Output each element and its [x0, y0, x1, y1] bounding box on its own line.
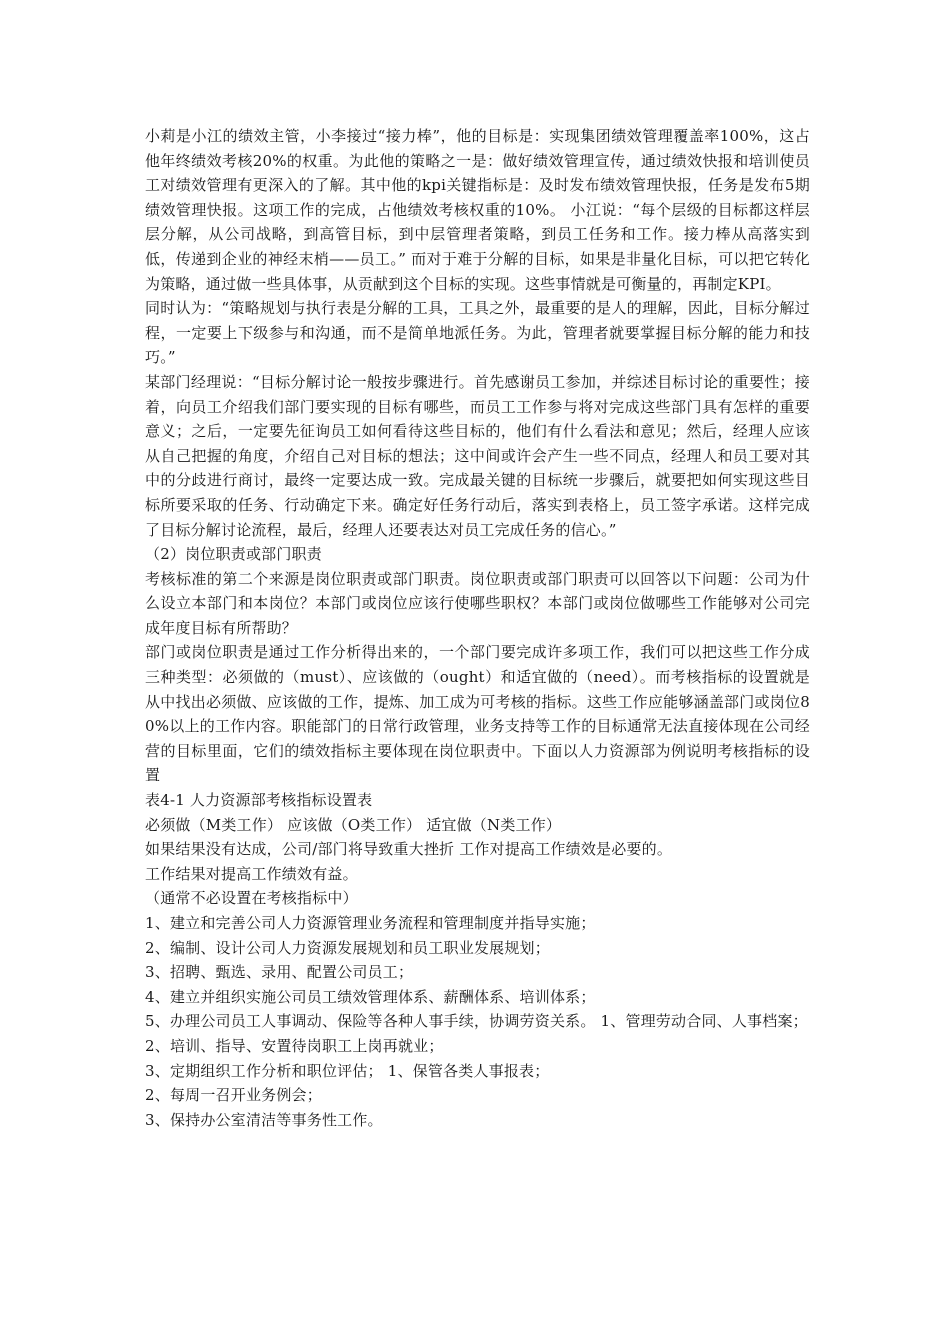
list-item: 2、编制、设计公司人力资源发展规划和员工职业发展规划；: [145, 938, 550, 957]
paragraph-strategy-planning: 同时认为：“策略规划与执行表是分解的工具，工具之外，最重要的是人的理解，因此，目标分解过程，一定要上下级参与和沟通，而不是简单地派任务。为此，管理者就要掌握目标分解的能力和技巧。”: [145, 299, 810, 367]
table-column-headers: 必须做（M类工作） 应该做（O类工作） 适宜做（N类工作）: [145, 815, 562, 834]
paragraph-second-source: 考核标准的第二个来源是岗位职责或部门职责。岗位职责或部门职责可以回答以下问题：公司为什么设立本部门和本岗位？本部门或岗位应该行使哪些职权？本部门或岗位做哪些工作能够对公司完成年度目标有所帮助？: [145, 569, 810, 637]
table-caption: 表4-1 人力资源部考核指标设置表: [145, 791, 373, 810]
table-row-benefit: 工作结果对提高工作绩效有益。: [145, 864, 358, 883]
list-item: 2、每周一召开业务例会；: [145, 1086, 322, 1105]
list-item: 1、建立和完善公司人力资源管理业务流程和管理制度并指导实施；: [145, 914, 596, 932]
list-item: 5、办理公司员工人事调动、保险等各种人事手续，协调劳资关系。 1、管理劳动合同、人事档案；: [145, 1012, 808, 1031]
list-item: 3、保持办公室清洁等事务性工作。: [145, 1110, 383, 1129]
table-row-note: （通常不必设置在考核指标中）: [145, 889, 358, 908]
table-row-definition: 如果结果没有达成，公司/部门将导致重大挫折 工作对提高工作绩效是必要的。: [145, 840, 673, 859]
list-item: 3、招聘、甄选、录用、配置公司员工；: [145, 963, 414, 982]
paragraph-target-decomposition: 小莉是小江的绩效主管，小李接过“接力棒”，他的目标是：实现集团绩效管理覆盖率100%，这占他年终绩效考核20%的权重。为此他的策略之一是：做好绩效管理宣传，通过绩效快报和培训使员工对绩效管理有更深入的了解。其中他的kpi关键指标是：及时发布绩效管理快报，任务是发布5期绩效管理快报。这项工作的完成，占他绩效考核权重的10%。 小江说：“每个层级的目标都这样层层分解，从公司战略，到高管目标，到中层管理者策略，到员工任务和工作。接力棒从高落实到低，传递到企业的神经末梢——员工。” 而对于难于分解的目标，如果是非量化目标，可以把它转化为策略，通过做一些具体事，从贡献到这个目标的实现。这些事情就是可衡量的，再制定KPI。: [145, 127, 810, 293]
document-body: [145, 124, 810, 1132]
list-item: 2、培训、指导、安置待岗职工上岗再就业；: [145, 1036, 444, 1055]
list-item: 4、建立并组织实施公司员工绩效管理体系、薪酬体系、培训体系；: [145, 987, 596, 1006]
section-heading-job-duties: （2）岗位职责或部门职责: [145, 545, 322, 564]
list-item: 3、定期组织工作分析和职位评估； 1、保管各类人事报表；: [145, 1061, 550, 1080]
paragraph-job-analysis: 部门或岗位职责是通过工作分析得出来的，一个部门要完成许多项工作，我们可以把这些工作分成三种类型：必须做的（must）、应该做的（ought）和适宜做的（need）。而考核指标的设置就是从中找出必须做、应该做的工作，提炼、加工成为可考核的指标。这些工作应能够涵盖部门或岗位80%以上的工作内容。职能部门的日常行政管理，业务支持等工作的目标通常无法直接体现在公司经营的目标里面，它们的绩效指标主要体现在岗位职责中。下面以人力资源部为例说明考核指标的设置: [145, 643, 810, 785]
paragraph-manager-quote: 某部门经理说：“目标分解讨论一般按步骤进行。首先感谢员工参加，并综述目标讨论的重要性；接着，向员工介绍我们部门要实现的目标有哪些，而员工工作参与将对完成这些部门具有怎样的重要意义；之后，一定要先征询员工如何看待这些目标的，他们有什么看法和意见；然后，经理人应该从自己把握的角度，介绍自己对目标的想法；这中间或许会产生一些不同点，经理人和员工要对其中的分歧进行商讨，最终一定要达成一致。完成最关键的目标统一步骤后，就要把如何实现这些目标所要采取的任务、行动确定下来。确定好任务行动后，落实到表格上，员工签字承诺。这样完成了目标分解讨论流程，最后，经理人还要表达对员工完成任务的信心。”: [145, 372, 810, 539]
